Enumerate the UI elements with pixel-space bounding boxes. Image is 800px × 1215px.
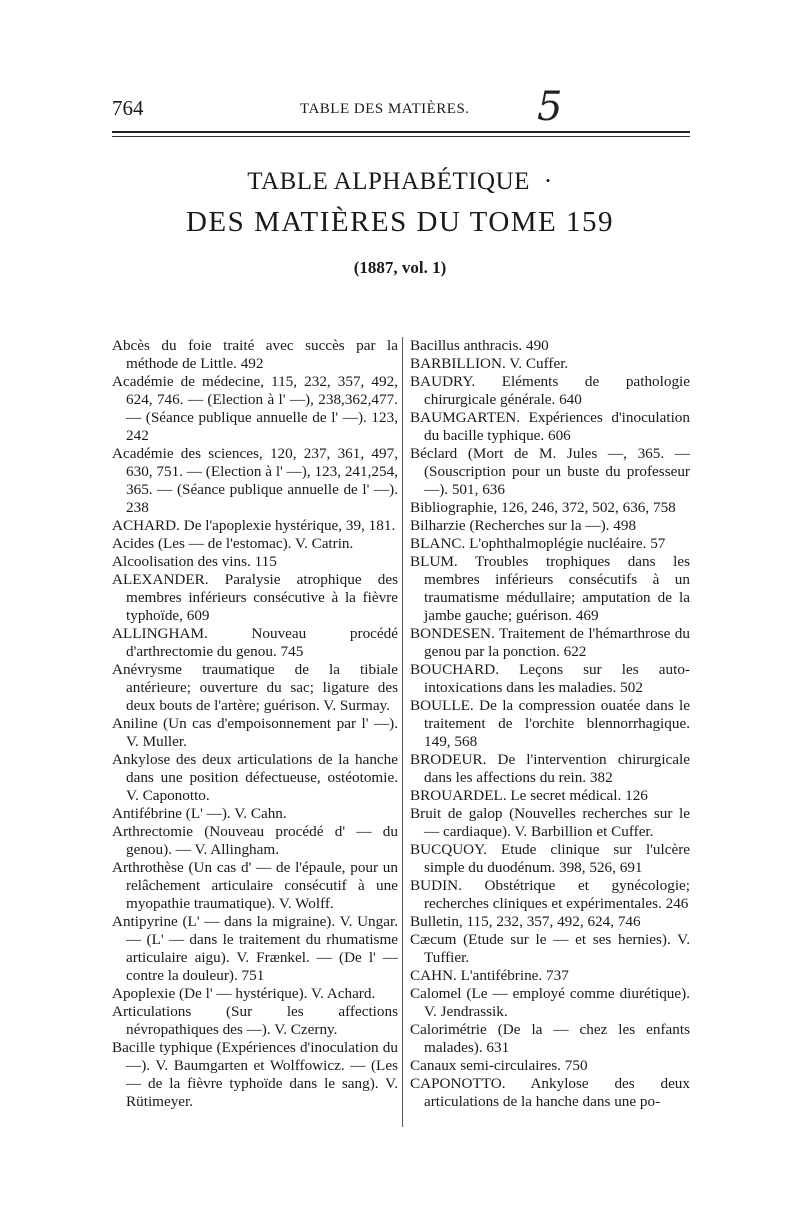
index-column-right [410, 337, 690, 1111]
index-entry: CAHN. L'antifébrine. 737 [410, 967, 569, 984]
index-entry: Bulletin, 115, 232, 357, 492, 624, 746 [410, 913, 641, 930]
index-entry: Calorimétrie (De la — chez les enfants malades). 631 [410, 1021, 690, 1056]
index-entry: BLUM. Troubles trophiques dans les membres inférieurs consécutifs à un traumatisme médullaire; amputation de la jambe gauche; guérison. 469 [410, 553, 690, 624]
index-entry: Bruit de galop (Nouvelles recherches sur le — cardiaque). V. Barbillion et Cuffer. [410, 805, 690, 840]
index-entry: Abcès du foie traité avec succès par la méthode de Little. 492 [112, 337, 398, 372]
index-entry: BOUCHARD. Leçons sur les auto-intoxications dans les maladies. 502 [410, 661, 690, 696]
index-entry: Cæcum (Etude sur le — et ses hernies). V. Tuffier. [410, 931, 690, 966]
index-entry: Arthrothèse (Un cas d' — de l'épaule, pour un relâchement articulaire consécutif à une myopathie traumatique). V. Wolff. [112, 859, 398, 912]
index-entry: Calomel (Le — employé comme diurétique). V. Jendrassik. [410, 985, 690, 1020]
index-entry: Arthrectomie (Nouveau procédé d' — du genou). — V. Allingham. [112, 823, 398, 858]
index-entry: Académie des sciences, 120, 237, 361, 497, 630, 751. — (Election à l' —), 123, 241,254, 365. — (Séance publique annuelle de l' —). 238 [112, 445, 398, 516]
index-entry: Ankylose des deux articulations de la hanche dans une position défectueuse, ostéotomie. V. Caponotto. [112, 751, 398, 804]
index-entry: BROUARDEL. Le secret médical. 126 [410, 787, 648, 804]
index-entry: BARBILLION. V. Cuffer. [410, 355, 569, 372]
index-entry: Bilharzie (Recherches sur la —). 498 [410, 517, 637, 534]
handwritten-mark: 5 [537, 84, 563, 130]
index-entry: BRODEUR. De l'intervention chirurgicale dans les affections du rein. 382 [410, 751, 690, 786]
index-entry: Bacillus anthracis. 490 [410, 337, 549, 354]
header-rule-thin [112, 136, 690, 137]
title-text: TABLE ALPHABÉTIQUE [247, 168, 530, 195]
index-entry: Antipyrine (L' — dans la migraine). V. Ungar. — (L' — dans le traitement du rhumatisme articulaire aigu). V. Frænkel. — (De l' — contre la douleur). 751 [112, 913, 398, 984]
column-divider [402, 337, 403, 1127]
index-entry: BOULLE. De la compression ouatée dans le traitement de l'orchite blennorrhagique. 149, 568 [410, 697, 690, 750]
index-entry: Béclard (Mort de M. Jules —, 365. — (Souscription pour un buste du professeur —). 501, 636 [410, 445, 690, 498]
title-line-1 [0, 168, 800, 196]
title-line-2: DES MATIÈRES DU TOME 159 [185, 206, 615, 238]
index-entry: CAPONOTTO. Ankylose des deux articulations de la hanche dans une po- [410, 1075, 690, 1110]
title-dot: · [543, 168, 553, 195]
index-entry: ALLINGHAM. Nouveau procédé d'arthrectomie du genou. 745 [112, 625, 398, 660]
index-entry: Aniline (Un cas d'empoisonnement par l' —). V. Muller. [112, 715, 398, 750]
index-entry: ALEXANDER. Paralysie atrophique des membres inférieurs consécutive à la fièvre typhoïde, 609 [112, 571, 398, 624]
running-head: TABLE DES MATIÈRES. [300, 101, 470, 117]
index-entry: Articulations (Sur les affections névropathiques des —). V. Czerny. [112, 1003, 398, 1038]
page-number: 764 [112, 96, 144, 120]
index-entry: Bacille typhique (Expériences d'inoculation du —). V. Baumgarten et Wolffowicz. — (Les — de la fièvre typhoïde dans le sang). V. Rütimeyer. [112, 1039, 398, 1110]
index-entry: Apoplexie (De l' — hystérique). V. Achard. [112, 985, 376, 1002]
index-entry: Bibliographie, 126, 246, 372, 502, 636, 758 [410, 499, 676, 516]
index-entry: BUCQUOY. Etude clinique sur l'ulcère simple du duodénum. 398, 526, 691 [410, 841, 690, 876]
header-rule [112, 131, 690, 133]
index-entry: Anévrysme traumatique de la tibiale antérieure; ouverture du sac; ligature des deux bouts de l'artère; guérison. V. Surmay. [112, 661, 398, 714]
index-entry: Canaux semi-circulaires. 750 [410, 1057, 588, 1074]
index-entry: BUDIN. Obstétrique et gynécologie; recherches cliniques et expérimentales. 246 [410, 877, 690, 912]
index-entry: Alcoolisation des vins. 115 [112, 553, 277, 570]
index-entry: Académie de médecine, 115, 232, 357, 492, 624, 746. — (Election à l' —), 238,362,477. — (Séance publique annuelle de l' —). 123, 242 [112, 373, 398, 444]
index-entry: Antifébrine (L' —). V. Cahn. [112, 805, 287, 822]
index-column-left [112, 337, 398, 1111]
index-entry: BAUDRY. Eléments de pathologie chirurgicale générale. 640 [410, 373, 690, 408]
index-entry: Acides (Les — de l'estomac). V. Catrin. [112, 535, 354, 552]
title-line-3: (1887, vol. 1) [353, 258, 447, 277]
index-entry: ACHARD. De l'apoplexie hystérique, 39, 181. [112, 517, 396, 534]
index-entry: BONDESEN. Traitement de l'hémarthrose du genou par la ponction. 622 [410, 625, 690, 660]
index-entry: BLANC. L'ophthalmoplégie nucléaire. 57 [410, 535, 666, 552]
index-entry: BAUMGARTEN. Expériences d'inoculation du bacille typhique. 606 [410, 409, 690, 444]
